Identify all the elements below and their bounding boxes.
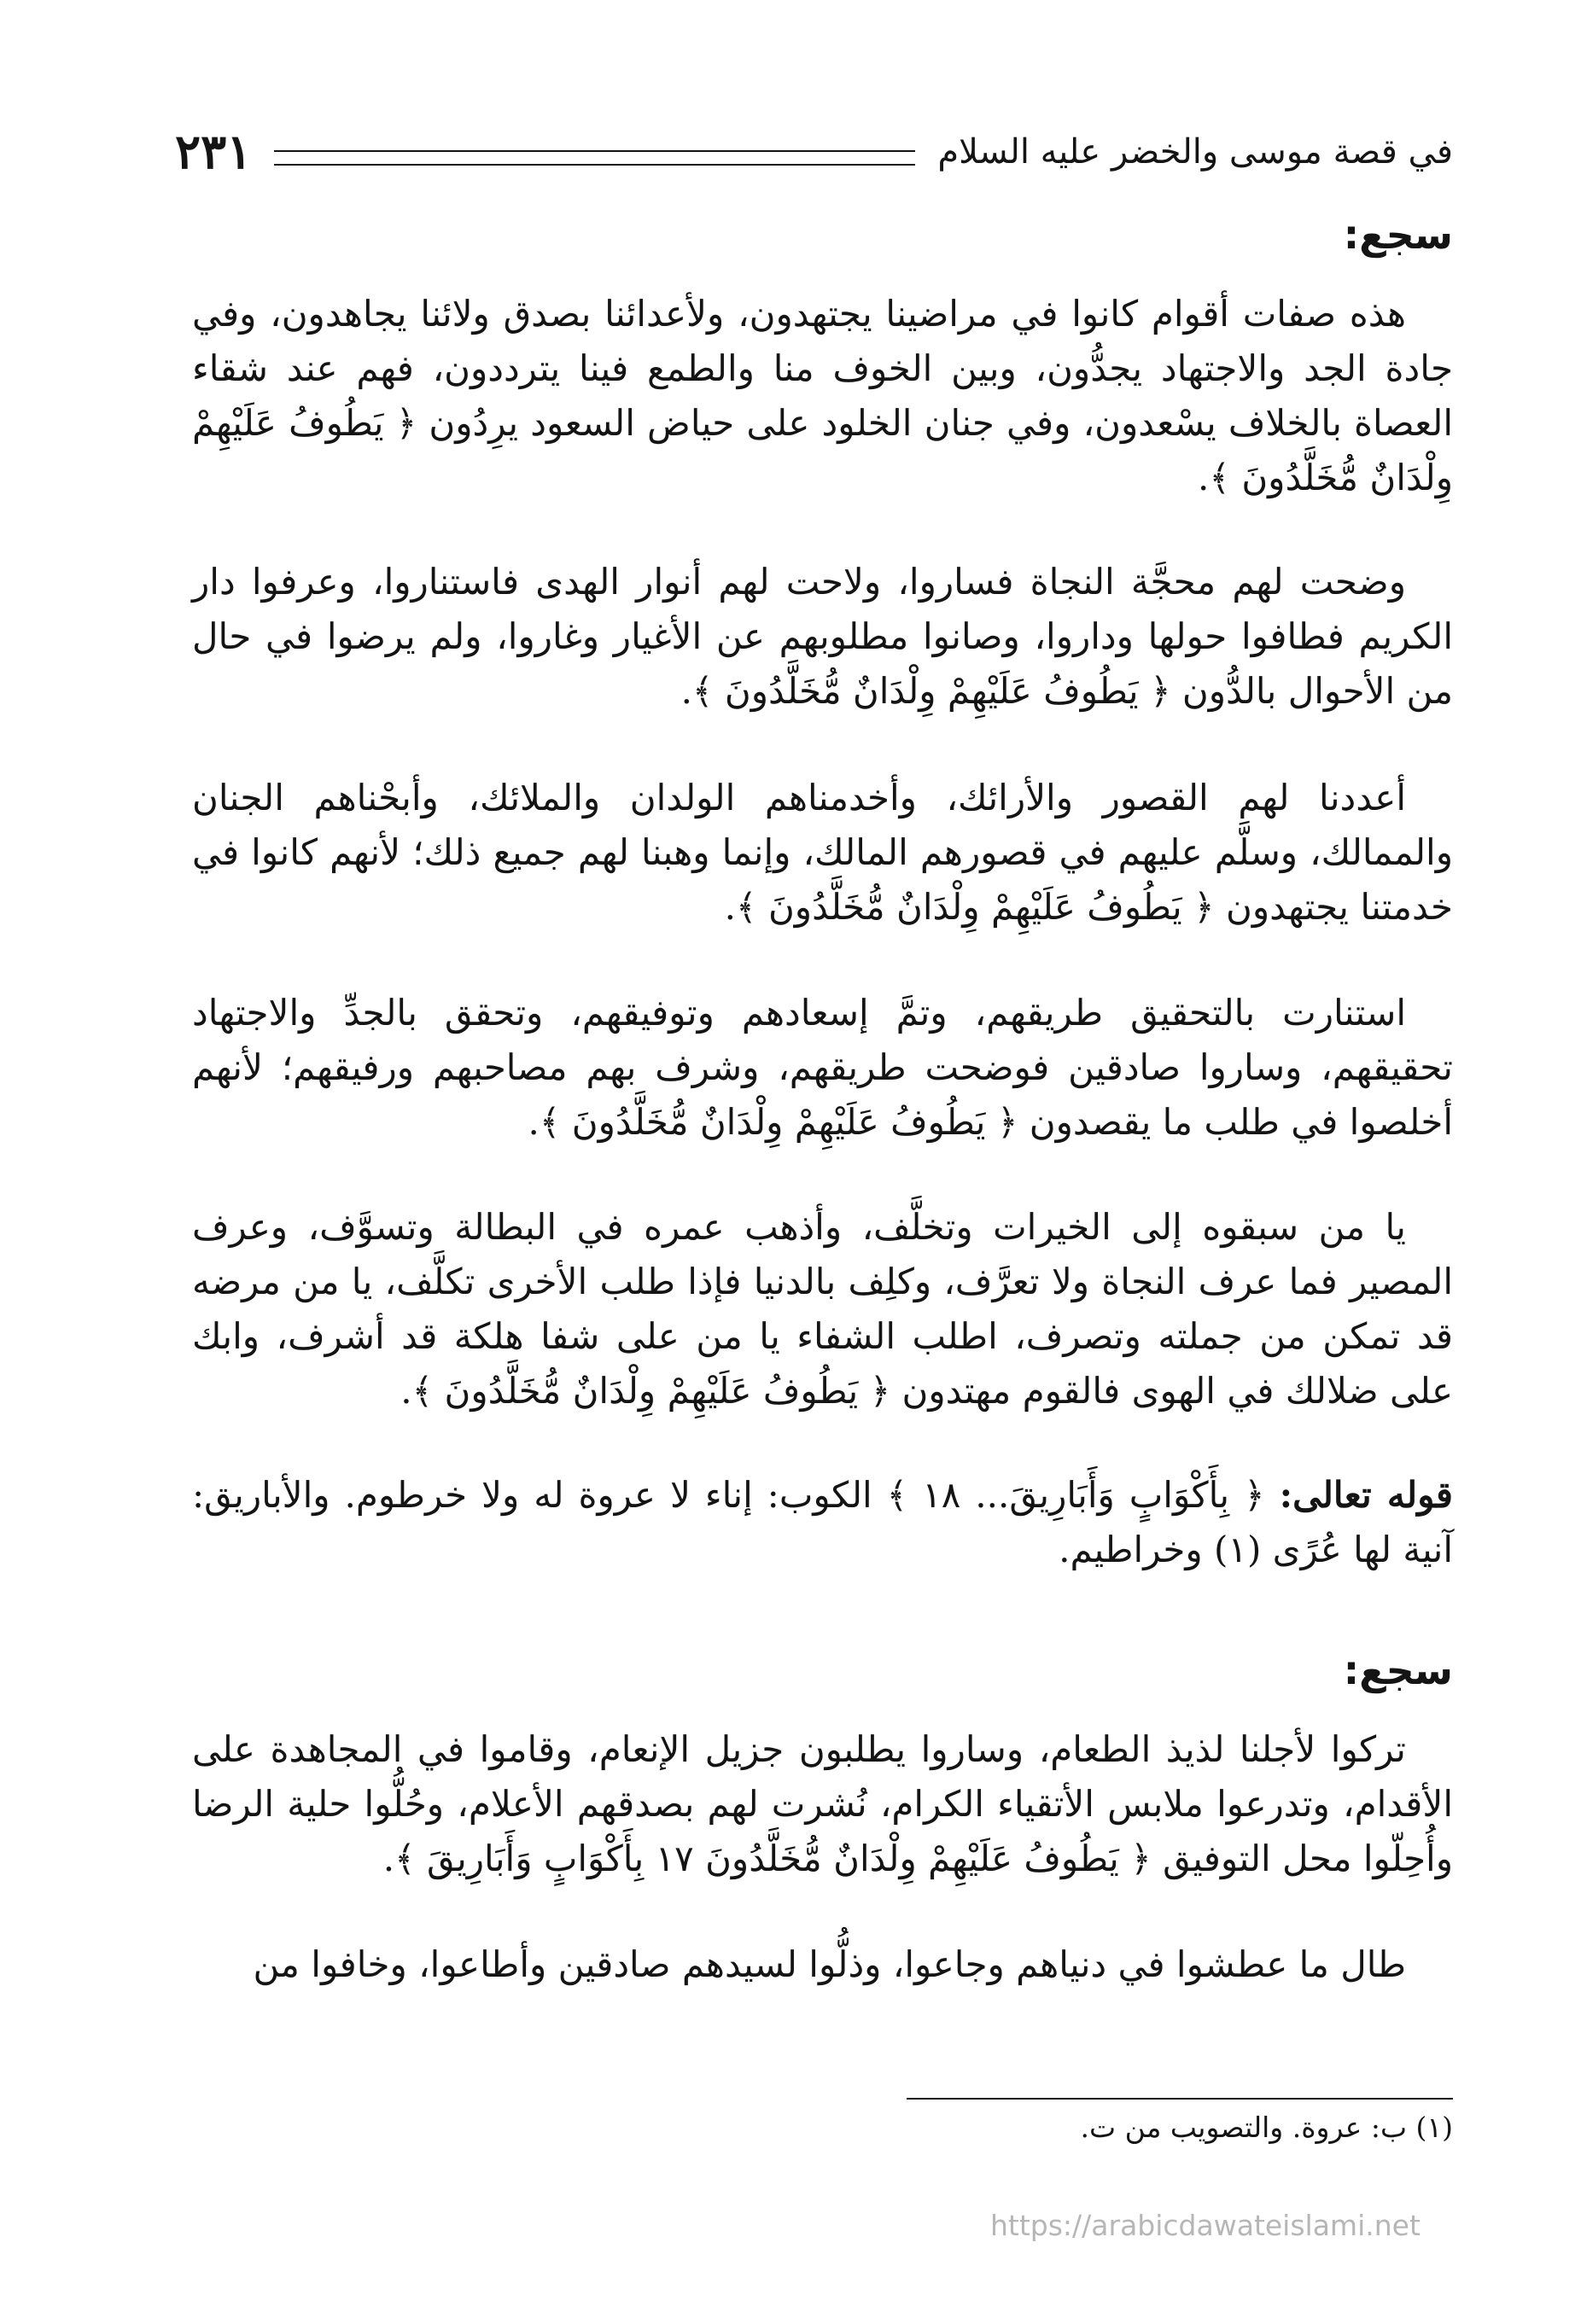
header-rule <box>274 150 915 166</box>
paragraph-text: أعددنا لهم القصور والأرائك، وأخدمناهم الولدان والملائك، وأبحْناهم الجنان والممالك، وسلَّم عليهم في قصورهم المالك، وإنما وهبنا لهم جميع ذلك؛ لأنهم كانوا في خدمتنا يجتهدون ﴿ يَطُوفُ عَلَيْهِمْ وِلْدَانٌ مُّخَلَّدُونَ ﴾. <box>192 777 1453 928</box>
paragraph <box>192 1200 1453 1418</box>
footnote: (١) ب: عروة. والتصويب من ت. <box>1080 2111 1453 2144</box>
paragraph-text: هذه صفات أقوام كانوا في مراضينا يجتهدون، ولأعدائنا بصدق ولائنا يجاهدون، وفي جادة الجد والاجتهاد يجدُّون، وبين الخوف منا والطمع فينا يترددون، فهم عند شقاء العصاة بالخلاف يسْعدون، وفي جنان الخلود على حياض السعود يرِدُون ﴿ يَطُوفُ عَلَيْهِمْ وِلْدَانٌ مُّخَلَّدُونَ ﴾. <box>192 293 1453 498</box>
verse-note-label: قوله تعالى: <box>1279 1474 1453 1516</box>
paragraph-text: وضحت لهم محجَّة النجاة فساروا، ولاحت لهم أنوار الهدى فاستناروا، وعرفوا دار الكريم فطافوا حولها وداروا، وصانوا مطلوبهم عن الأغيار وغاروا، ولم يرضوا في حال من الأحوال بالدُّون ﴿ يَطُوفُ عَلَيْهِمْ وِلْدَانٌ مُّخَلَّدُونَ ﴾. <box>192 561 1453 712</box>
paragraph <box>192 771 1453 935</box>
verse-note-text: ﴿ بِأَكْوَابٍ وَأَبَارِيقَ... ١٨ ﴾ الكوب: إناء لا عروة له ولا خرطوم. والأباريق: آنية لها عُرًى (١) وخراطيم. <box>192 1474 1453 1570</box>
page-number: ٢٣١ <box>175 124 253 180</box>
paragraph-text: طال ما عطشوا في دنياهم وجاعوا، وذلُّوا لسيدهم صادقين وأطاعوا، وخافوا من <box>253 1943 1406 1985</box>
paragraph <box>192 1937 1453 1992</box>
footnote-separator <box>907 2098 1453 2100</box>
running-title: في قصة موسى والخضر عليه السلام <box>937 132 1453 172</box>
watermark-url: https://arabicdawateislami.net <box>990 2209 1421 2242</box>
paragraph <box>192 287 1453 505</box>
paragraph-text: تركوا لأجلنا لذيذ الطعام، وساروا يطلبون جزيل الإنعام، وقاموا في المجاهدة على الأقدام، وتدرعوا ملابس الأتقياء الكرام، نُشرت لهم بصدقهم الأعلام، وحُلُّوا حلية الرضا وأُحِلّوا محل التوفيق ﴿ يَطُوفُ عَلَيْهِمْ وِلْدَانٌ مُّخَلَّدُونَ ١٧ بِأَكْوَابٍ وَأَبَارِيقَ ﴾. <box>192 1728 1453 1879</box>
paragraph-text: استنارت بالتحقيق طريقهم، وتمَّ إسعادهم وتوفيقهم، وتحقق بالجدِّ والاجتهاد تحقيقهم، وساروا صادقين فوضحت طريقهم، وشرف بهم مصاحبهم ورفيقهم؛ لأنهم أخلصوا في طلب ما يقصدون ﴿ يَطُوفُ عَلَيْهِمْ وِلْدَانٌ مُّخَلَّدُونَ ﴾. <box>192 992 1453 1143</box>
paragraph <box>192 1722 1453 1886</box>
section-heading: سجع: <box>1343 212 1453 258</box>
paragraph <box>192 555 1453 719</box>
paragraph-text: يا من سبقوه إلى الخيرات وتخلَّف، وأذهب عمره في البطالة وتسوَّف، وعرف المصير فما عرف النجاة ولا تعرَّف، وكلِف بالدنيا فإذا طلب الأخرى تكلَّف، يا من مرضه قد تمكن من جملته وتصرف، اطلب الشفاء يا من على شفا هلكة قد أشرف، وابك على ضلالك في الهوى فالقوم مهتدون ﴿ يَطُوفُ عَلَيْهِمْ وِلْدَانٌ مُّخَلَّدُونَ ﴾. <box>192 1206 1453 1412</box>
page-header <box>175 118 1453 186</box>
section-heading: سجع: <box>1343 1647 1453 1693</box>
verse-note <box>192 1468 1453 1577</box>
paragraph <box>192 986 1453 1150</box>
